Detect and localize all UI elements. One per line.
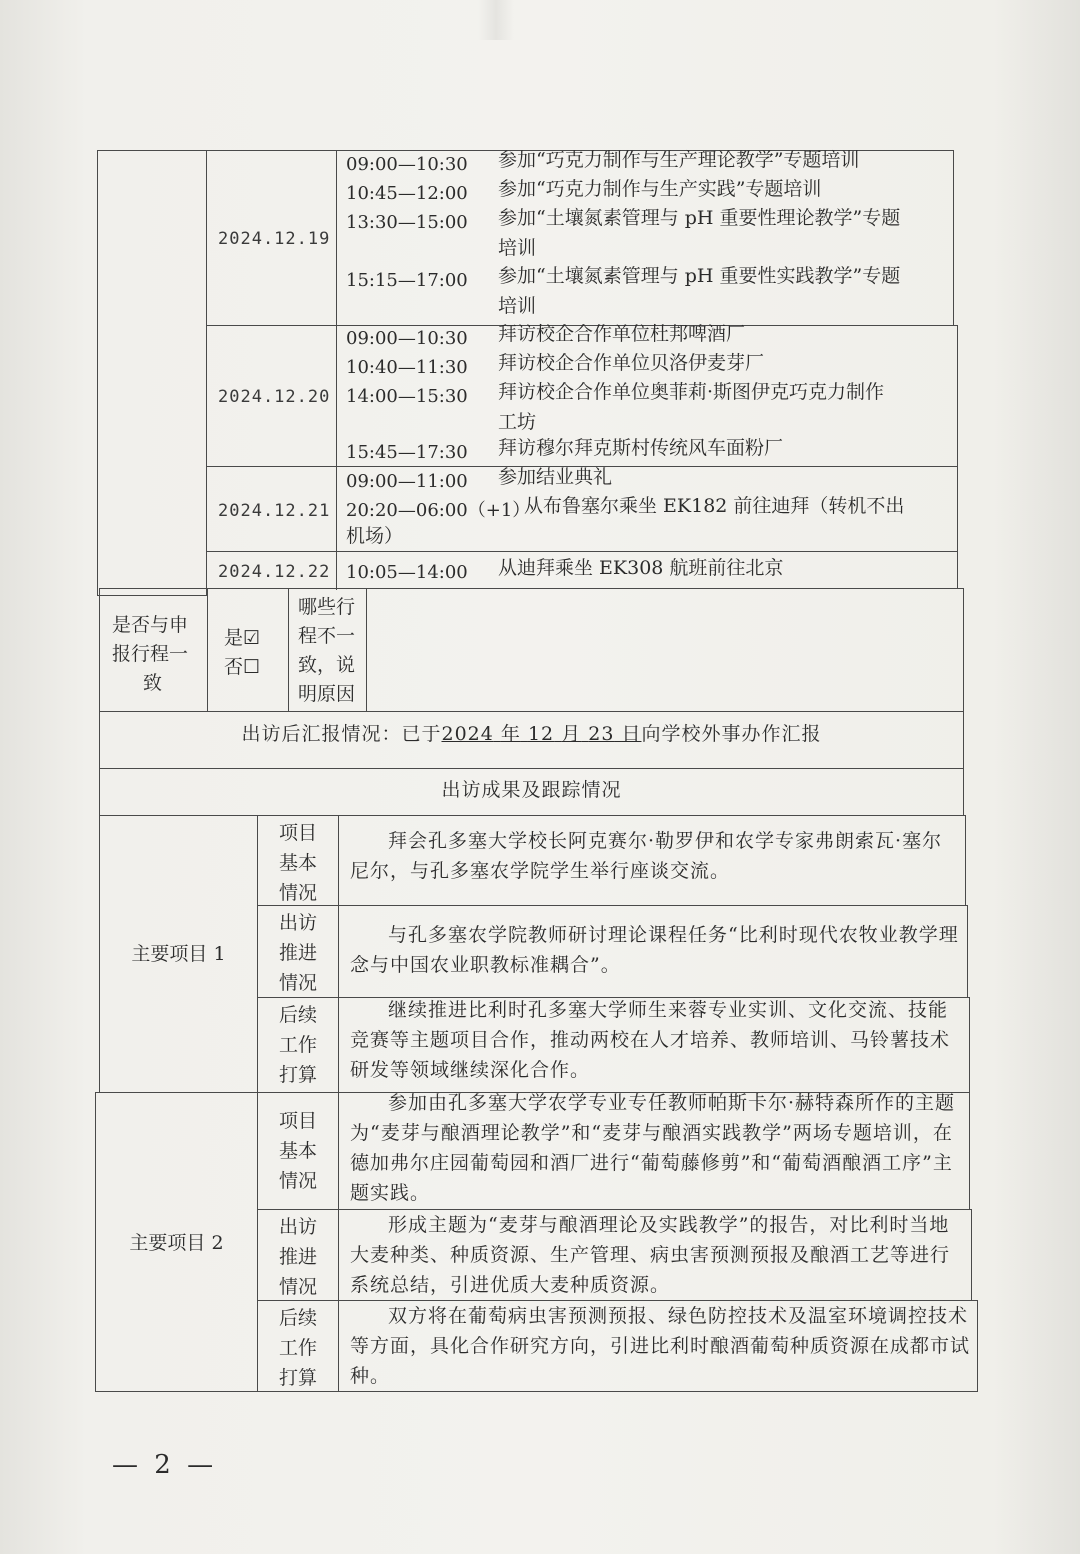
schedule-activity-cont: 工坊: [498, 411, 537, 433]
schedule-time: 20:20—06:00（+1）: [346, 500, 531, 521]
label-line: 打算: [278, 1367, 317, 1389]
row-divider: [338, 816, 339, 905]
consistency-yes-checkbox[interactable]: 是☑: [224, 627, 261, 649]
consistency-divider-1: [207, 589, 208, 711]
label-line: 基本: [278, 1140, 317, 1162]
report-text: [99, 720, 964, 749]
consistency-which-line: 致，说: [298, 654, 356, 676]
project-1-name: 主要项目 1: [131, 943, 226, 965]
project-row-text: 拜会孔多塞大学校长阿克赛尔·勒罗伊和农学专家弗朗索瓦·塞尔尼尔，与孔多塞农学院学生举行座谈交流。: [350, 830, 943, 882]
schedule-activity: 拜访穆尔拜克斯村传统风车面粉厂: [498, 437, 784, 459]
label-line: 情况: [278, 972, 317, 994]
project-row-label: [278, 1000, 318, 1090]
project-row-text: 参加由孔多塞大学农学专业专任教师帕斯卡尔·赫特森所作的主题为“麦芽与酿酒理论教学”和“麦芽与酿酒实践教学”两场专题培训，在德加弗尔庄园葡萄园和酒厂进行“葡萄藤修剪”和“葡萄酒酿酒工序”主题实践。: [350, 1092, 956, 1204]
schedule-activity: 参加“土壤氮素管理与 pH 重要性实践教学”专题: [498, 265, 901, 287]
project-row-text: 形成主题为“麦芽与酿酒理论及实践教学”的报告，对比利时当地大麦种类、种质资源、生产管理、病虫害预测预报及酿酒工艺等进行系统总结，引进优质大麦种质资源。: [350, 1214, 951, 1296]
schedule-activity-cont: 培训: [498, 295, 537, 317]
consistency-which-line: 程不一: [298, 625, 356, 647]
label-line: 工作: [278, 1337, 317, 1359]
schedule-activity-cont: 培训: [498, 237, 537, 259]
project-row-label: [278, 1106, 318, 1196]
consistency-reason-field[interactable]: [368, 590, 962, 710]
page-fold-shadow: [478, 0, 514, 40]
label-line: 情况: [278, 1276, 317, 1298]
schedule-activity: 参加“巧克力制作与生产实践”专题培训: [498, 178, 822, 200]
schedule-time: 13:30—15:00: [346, 212, 468, 233]
report-day: 23: [588, 723, 615, 745]
label-line: 出访: [278, 912, 317, 934]
report-year-unit: 年: [500, 723, 521, 745]
report-date-line: [441, 723, 641, 745]
schedule-time: 14:00—15:30: [346, 386, 468, 407]
row-divider: [338, 1301, 339, 1391]
schedule-time: 15:15—17:00: [346, 270, 468, 291]
results-title: 出访成果及跟踪情况: [441, 779, 622, 801]
label-line: 项目: [278, 1110, 317, 1132]
schedule-activity: 从布鲁塞尔乘坐 EK182 前往迪拜（转机不出: [524, 495, 905, 517]
row-divider: [338, 998, 339, 1092]
project-2-name: 主要项目 2: [129, 1232, 224, 1254]
schedule-activity: 参加“土壤氮素管理与 pH 重要性理论教学”专题: [498, 207, 901, 229]
schedule-activity: 拜访校企合作单位奥菲莉·斯图伊克巧克力制作: [498, 381, 885, 403]
consistency-divider-3: [366, 589, 367, 711]
label-line: 基本: [278, 852, 317, 874]
project-row-label: [278, 1212, 318, 1302]
report-prefix: 出访后汇报情况：已于: [241, 723, 442, 745]
schedule-activity: 参加“巧克力制作与生产理论教学”专题培训: [498, 149, 860, 171]
label-line: 工作: [278, 1034, 317, 1056]
consistency-label-line: 是否与申: [112, 614, 189, 636]
page-number: — 2 —: [112, 1450, 218, 1480]
schedule-date: 2024.12.20: [218, 387, 331, 407]
label-line: 后续: [278, 1004, 317, 1026]
row-divider: [338, 906, 339, 997]
label-line: 推进: [278, 942, 317, 964]
label-line: 后续: [278, 1307, 317, 1329]
consistency-label-line: 报行程一: [112, 643, 189, 665]
project-row-label: [278, 818, 318, 908]
report-day-unit: 日: [621, 723, 642, 745]
label-line: 情况: [278, 882, 317, 904]
schedule-date: 2024.12.22: [218, 562, 331, 582]
label-line: 出访: [278, 1216, 317, 1238]
report-suffix: 向学校外事办作汇报: [641, 723, 822, 745]
project-row-text: 与孔多塞农学院教师研讨理论课程任务“比利时现代农牧业教学理念与中国农业职教标准耦合”。: [350, 924, 959, 976]
report-month-unit: 月: [561, 723, 582, 745]
consistency-which-line: 哪些行: [298, 596, 356, 618]
schedule-time: 15:45—17:30: [346, 442, 468, 463]
project-row-label: [278, 908, 318, 998]
label-line: 项目: [278, 822, 317, 844]
schedule-time: 09:00—10:30: [346, 328, 468, 349]
project-row-text: 继续推进比利时孔多塞大学师生来蓉专业实训、文化交流、技能竞赛等主题项目合作，推动两校在人才培养、教师培训、马铃薯技术研发等领域继续深化合作。: [350, 999, 951, 1081]
row-divider: [338, 1210, 339, 1300]
schedule-time: 10:05—14:00: [346, 562, 468, 583]
schedule-activity: 拜访校企合作单位贝洛伊麦芽厂: [498, 352, 765, 374]
schedule-time: 09:00—11:00: [346, 471, 468, 492]
schedule-time: 10:40—11:30: [346, 357, 468, 378]
row-divider: [338, 1093, 339, 1209]
consistency-divider-2: [288, 589, 289, 711]
report-year: 2024: [441, 723, 494, 745]
schedule-time: 10:45—12:00: [346, 183, 468, 204]
label-line: 推进: [278, 1246, 317, 1268]
label-line: 打算: [278, 1064, 317, 1086]
schedule-activity: 拜访校企合作单位杜邦啤酒厂: [498, 323, 746, 345]
consistency-which-line: 明原因: [298, 683, 356, 705]
schedule-left-cell: [97, 150, 207, 596]
schedule-activity-cont: 机场）: [346, 525, 404, 547]
project-row-label: [278, 1303, 318, 1393]
consistency-no-checkbox[interactable]: 否☐: [224, 656, 261, 678]
schedule-date: 2024.12.21: [218, 501, 331, 521]
label-line: 情况: [278, 1170, 317, 1192]
consistency-label-line: 致: [143, 672, 163, 694]
schedule-date: 2024.12.19: [218, 229, 331, 249]
report-month: 12: [527, 723, 555, 745]
schedule-activity: 参加结业典礼: [498, 466, 613, 488]
project-row-text: 双方将在葡萄病虫害预测预报、绿色防控技术及温室环境调控技术等方面，具化合作研究方向，引进比利时酿酒葡萄种质资源在成都市试种。: [350, 1305, 971, 1387]
schedule-date-divider: [336, 150, 337, 590]
schedule-time: 09:00—10:30: [346, 154, 468, 175]
schedule-activity: 从迪拜乘坐 EK308 航班前往北京: [498, 557, 784, 579]
